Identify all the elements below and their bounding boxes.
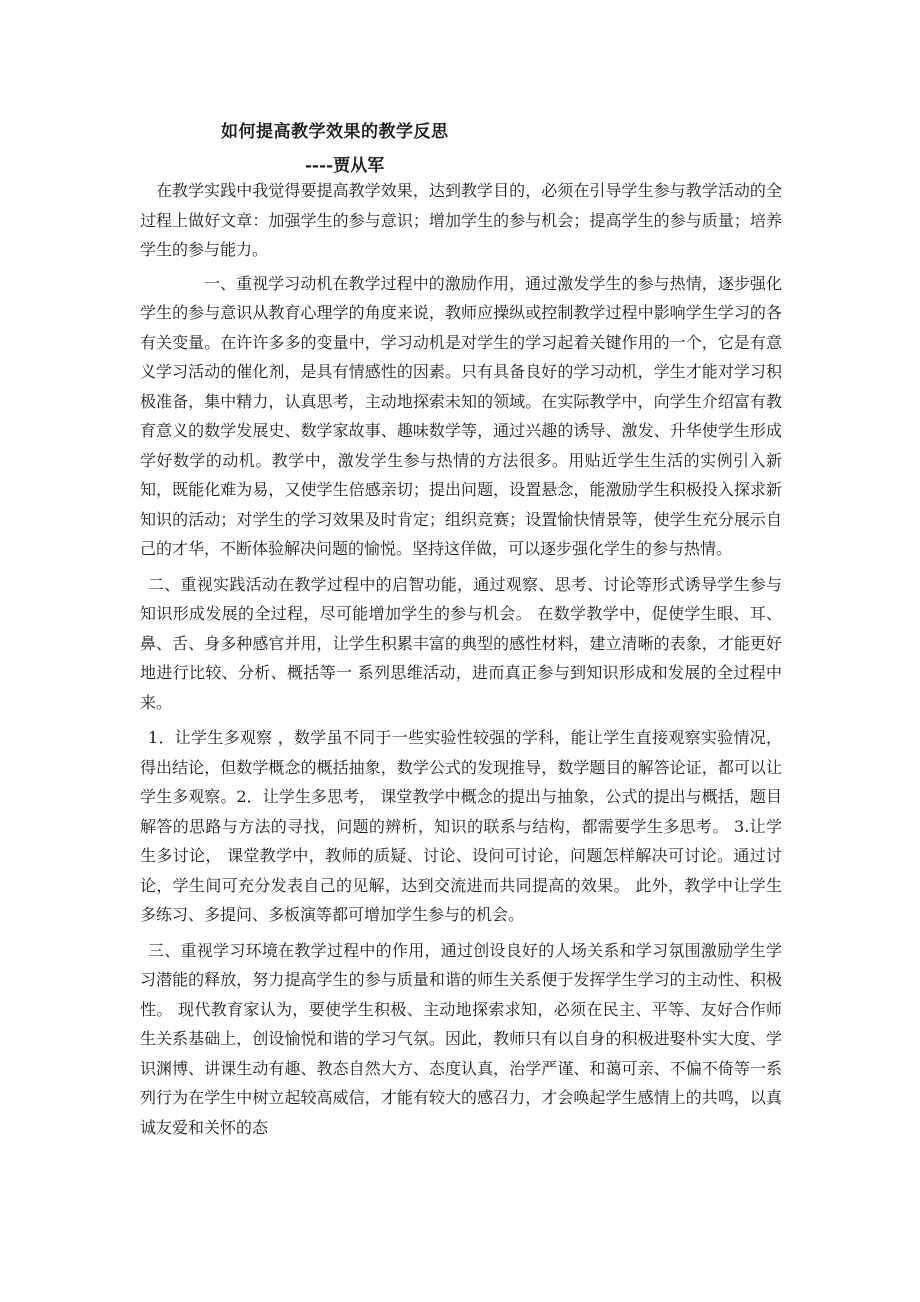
paragraph-section-1: 一、重视学习动机在教学过程中的激励作用，通过激发学生的参与热情，逐步强化学生的参与意识从教育心理学的角度来说，教师应操纵或控制教学过程中影响学生学习的各有关变量。在许许多多的变量中，学习动机是对学生的学习起着关键作用的一个，它是有意义学习活动的催化剂，是具有情感性的因素。只有具备良好的学习动机，学生才能对学习积极准备，集中精力，认真思考，主动地探索未知的领域。在实际教学中，向学生介绍富有教育意义的数学发展史、数学家故事、趣味数学等，通过兴趣的诱导、激发、升华使学生形成学好数学的动机。教学中，激发学生参与热情的方法很多。用贴近学生生活的实例引入新知，既能化难为易，又使学生倍感亲切；提出问题，设置悬念，能激励学生积极投入探求新知识的活动；对学生的学习效果及时肯定；组织竞赛；设置愉快情景等，使学生充分展示自己的才华，不断体验解决问题的愉悦。坚持这佯做，可以逐步强化学生的参与热情。	[140, 273, 782, 558]
document-author: ----贾从军	[305, 156, 385, 176]
paragraph-section-3: 三、重视学习环境在教学过程中的作用，通过创设良好的人场关系和学习氛围激励学生学习潜能的释放，努力提高学生的参与质量和谐的师生关系便于发挥学生学习的主动性、积极性。 现代教育家认为，要使学生积极、主动地探索求知，必须在民主、平等、友好合作师生关系基础上，创设愉悦和谐的学习气氛。因此，教师只有以自身的积极进娶朴实大度、学识渊博、讲课生动有趣、教态自然大方、态度认真，治学严谨、和蔼可亲、不偏不倚等一系列行为在学生中树立起较高威信，才能有较大的感召力，才会唤起学生感情上的共鸣，以真诚友爱和关怀的态	[140, 940, 782, 1137]
document-body	[140, 176, 782, 1142]
document-title: 如何提高教学效果的教学反思	[221, 122, 449, 142]
paragraph-section-2: 二、重视实践活动在教学过程中的启智功能，通过观察、思考、讨论等形式诱导学生参与知识形成发展的全过程，尽可能增加学生的参与机会。 在数学教学中，促使学生眼、耳、鼻、舌、身多种感官并用，让学生积累丰富的典型的感性材料，建立清晰的表象，才能更好地进行比较、分析、概括等一 系列思维活动，进而真正参与到知识形成和发展的全过程中来。	[140, 574, 782, 712]
paragraph-intro: 在教学实践中我觉得要提高教学效果，达到教学目的，必须在引导学生参与教学活动的全过程上做好文章：加强学生的参与意识；增加学生的参与机会；提高学生的参与质量；培养学生的参与能力。	[140, 181, 782, 259]
paragraph-section-2-items: 1．让学生多观察 ，数学虽不同于一些实验性较强的学科，能让学生直接观察实验情况，得出结论，但数学概念的概括抽象，数学公式的发现推导，数学题目的解答论证，都可以让学生多观察。2．让学生多思考， 课堂教学中概念的提出与抽象，公式的提出与概括，题目解答的思路与方法的寻找，问题的辨析，知识的联系与结构，都需要学生多思考。 3.让学生多讨论， 课堂教学中，教师的质疑、讨论、设问可讨论，问题怎样解决可讨论。通过讨论，学生间可充分发表自己的见解，达到交流进而共同提高的效果。 此外，教学中让学生多练习、多提问、多板演等都可增加学生参与的机会。	[140, 728, 782, 924]
